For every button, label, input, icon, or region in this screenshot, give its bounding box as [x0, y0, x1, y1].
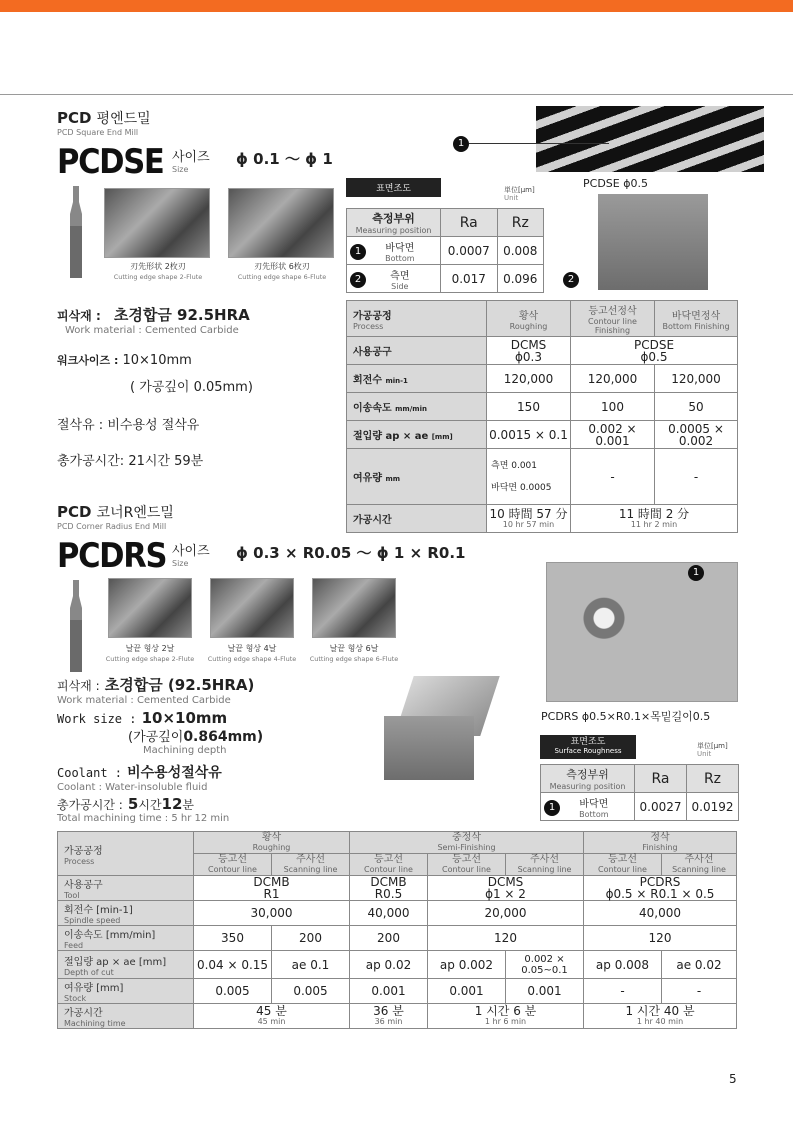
s1-process-table: 가공공정 Process 황삭 Roughing 등고선정삭 Contour line Finishing 바닥면정삭 Bottom Finishing 사용공구 DCMS ϕ0.3 PCDSE ϕ0.5 회전수 min-1 120,000 120,000 120,000 이송속도 mm/min 150 100 50 절입량 ap × ae [mm] 0.0015 × 0.1 0.002 × 0.001 0.0005 × 0.002 여유량 mm 측면 0.001 바닥면 0.0005 - - 가공시간 10 時間 57 分 10 hr 57 min 11 時間 2 分 11 hr 2 min: [346, 300, 738, 533]
s1-work-size: 워크사이즈 : 10×10mm: [57, 353, 192, 368]
s1-rough-row-bottom: 1 바닥면 Bottom 0.0007 0.008: [347, 237, 544, 265]
s2-photo-4flute: [210, 578, 294, 638]
s1-size-label: 사이즈: [172, 150, 210, 165]
s1-photo-6flute: [228, 188, 334, 258]
s1-heading: [57, 108, 151, 137]
s2-work-size: Work size : 10×10mm: [57, 709, 228, 727]
page-number: 5: [729, 1072, 737, 1086]
s2-coolant: Coolant : 비수용성절삭유 Coolant : Water-insoluble fluid: [57, 765, 222, 793]
s1-roughness-table: 측정부위 Measuring position Ra Rz 1 바닥면 Bottom 0.0007 0.008 2 측면 Side 0.017 0.096: [346, 208, 544, 293]
s1-leader-1: [469, 143, 609, 144]
s1-title-en: PCD Square End Mill: [57, 128, 139, 137]
top-accent-bar: [0, 0, 793, 12]
s1-pcd: PCD: [57, 109, 92, 127]
s2-work-material: 피삭재 : 초경합금 (92.5HRA) Work material : Cemented Carbide: [57, 676, 255, 706]
s2-size-value: ϕ 0.3 × R0.05 ～ ϕ 1 × R0.1: [236, 544, 466, 562]
s1-photo-grooves: [536, 106, 764, 172]
s2-heading: PCD 코너R엔드밀 PCD Corner Radius End Mill: [57, 503, 174, 531]
s2-roughness-badge: 표면조도 Surface Roughness: [540, 735, 636, 759]
s2-size-block: 사이즈 Size: [172, 544, 210, 568]
s2-unit: 単位[μm] Unit: [697, 742, 728, 758]
s2-cap-6flute: 날끝 형상 6날 Cutting edge shape 6-Flute: [309, 644, 399, 663]
s2-depth-en: Machining depth: [143, 745, 227, 756]
s1-marker-2: 2: [563, 272, 579, 288]
s2-tool-icon: [62, 580, 90, 676]
s1-depth: ( 가공깊이 0.05mm): [130, 380, 253, 395]
s1-tool-icon: [62, 186, 90, 282]
s1-photo-label: PCDSE ϕ0.5: [583, 177, 648, 190]
s2-photo-surface: [546, 562, 738, 702]
s1-rough-row-side: 2 측면 Side 0.017 0.096: [347, 265, 544, 293]
header-divider: [0, 94, 793, 95]
s2-model: PCDRS: [57, 536, 167, 576]
s1-coolant: 절삭유 : 비수용성 절삭유: [57, 418, 200, 433]
s2-photo-label: PCDRS ϕ0.5×R0.1×목밑길이0.5: [541, 710, 711, 723]
s2-cap-2flute: 날끝 형상 2날 Cutting edge shape 2-Flute: [105, 644, 195, 663]
s1-marker-1: 1: [453, 136, 469, 152]
s2-photo-cube: [384, 676, 490, 780]
s1-size-en: Size: [172, 165, 189, 174]
s1-unit: 単位[μm] Unit: [504, 186, 535, 202]
s2-total-time: 총가공시간 : 5시간12분 Total machining time : 5 hr 12 min: [57, 795, 230, 824]
s1-photo-cube: [598, 194, 708, 290]
s1-model: PCDSE: [57, 142, 164, 182]
s2-photo-2flute: [108, 578, 192, 638]
s1-title-ko: 평엔드밀: [96, 111, 151, 127]
s1-size-block: [172, 146, 210, 174]
s2-depth: (가공깊이0.864mm): [128, 729, 264, 745]
s1-photo-2flute: [104, 188, 210, 258]
s2-roughness-table: 측정부위 Measuring position Ra Rz 1 바닥면 Bottom 0.0027 0.0192: [540, 764, 739, 821]
s1-roughness-badge: 표면조도: [346, 178, 441, 197]
s2-photo-6flute: [312, 578, 396, 638]
s1-size-value: ϕ 0.1 ～ ϕ 1: [236, 150, 333, 168]
s1-cap-6flute: 刃先形状 6枚刃 Cutting edge shape 6-Flute: [237, 262, 327, 281]
s2-cap-4flute: 날끝 형상 4날 Cutting edge shape 4-Flute: [207, 644, 297, 663]
s2-marker-1: 1: [688, 565, 704, 581]
s1-total-time: 총가공시간: 21시간 59분: [57, 454, 204, 469]
s2-process-table: 가공공정 Process 황삭 Roughing 중정삭 Semi-Finishing 정삭 Finishing 등고선 Contour line 주사선 Scanning line 등고선 Contour line 등고선 Contour line 주사선 Scanning line 등고선 Contour line 주사선 Scanning line 사용공구 Tool DCMB R1 DCMB R0.5 DCMS ϕ1 × 2 PCDRS ϕ0.5 × R0.1 × 0.5 회전수 [min-1] Spindle speed 30,000 40,000 20,000 40,000 이송속도 [mm/min] Feed 350 200 200 120 120 절입량 ap × ae [mm] Depth of cut 0.04 × 0.15 ae 0.1 ap 0.02 ap 0.002 0.002 × 0.05~0.1 ap 0.008 ae 0.02 여유량 [mm] Stock 0.005 0.005 0.001 0.001 0.001 - - 가공시간 Machining time 45 분 45 min 36 분 36 min 1 시간 6 분 1 hr 6 min 1 시간 40 분 1 hr 40 min: [57, 831, 737, 1029]
s1-work-material: 피삭재 : 초경합금 92.5HRA Work material : Cemented Carbide: [57, 306, 250, 336]
s1-cap-2flute: 刃先形状 2枚刃 Cutting edge shape 2-Flute: [113, 262, 203, 281]
